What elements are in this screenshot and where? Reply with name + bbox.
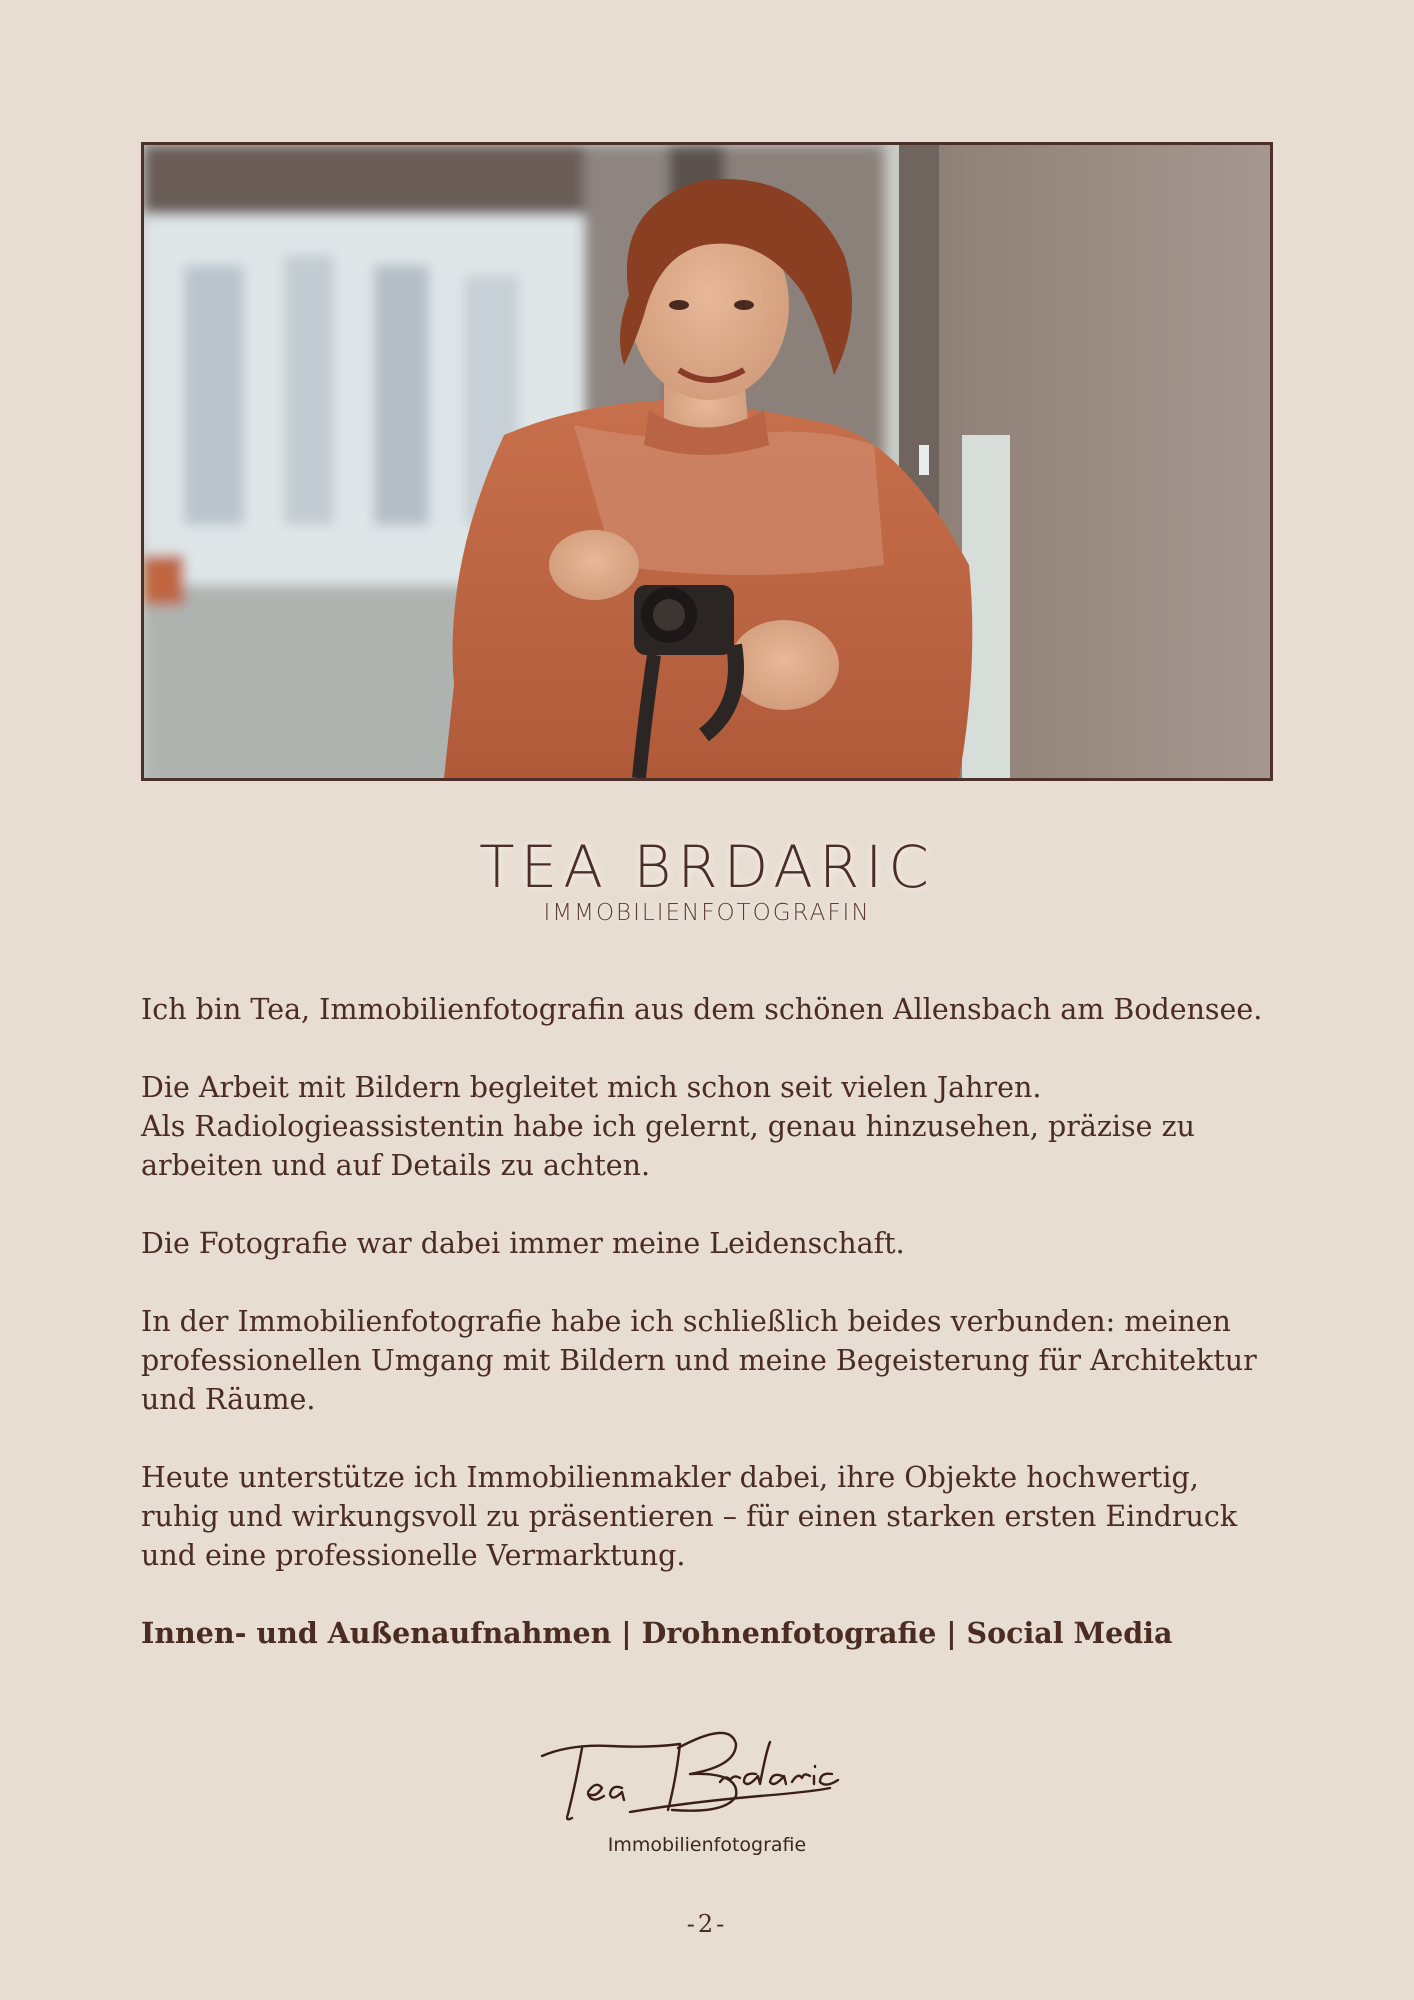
paragraph-passion: Die Fotografie war dabei immer meine Leidenschaft. (141, 1227, 905, 1260)
paragraph-background (141, 1068, 1281, 1185)
brand-subtitle: IMMOBILIENFOTOGRAFIN (543, 900, 871, 926)
signature-icon (530, 1722, 850, 1842)
paragraph-background-line2: Als Radiologieassistentin habe ich gelernt, genau hinzusehen, präzise zu arbeiten und auf Details zu achten. (141, 1110, 1195, 1182)
hero-photo (141, 142, 1273, 781)
paragraph-background-line1: Die Arbeit mit Bildern begleitet mich schon seit vielen Jahren. (141, 1071, 1042, 1104)
portrait-photo-icon (144, 145, 1270, 778)
signature (530, 1722, 850, 1852)
page-number: -2- (686, 1910, 728, 1938)
signature-subtitle: Immobilienfotografie (607, 1834, 807, 1856)
paragraph-intro: Ich bin Tea, Immobilienfotografin aus dem schönen Allensbach am Bodensee. (141, 993, 1263, 1026)
paragraph-combination: In der Immobilienfotografie habe ich schließlich beides verbunden: meinen professionellen Umgang mit Bildern und meine Begeisterung für Architektur und Räume. (141, 1305, 1257, 1416)
brand-name: TEA BRDARIC (479, 833, 935, 901)
services-list: Innen- und Außenaufnahmen | Drohnenfotografie | Social Media (141, 1616, 1173, 1650)
about-text (141, 990, 1281, 1692)
paragraph-services-intro: Heute unterstütze ich Immobilienmakler dabei, ihre Objekte hochwertig, ruhig und wirkungsvoll zu präsentieren – für einen starken ersten Eindruck und eine professionelle Vermarktung. (141, 1461, 1238, 1572)
brand-header (0, 833, 1414, 926)
